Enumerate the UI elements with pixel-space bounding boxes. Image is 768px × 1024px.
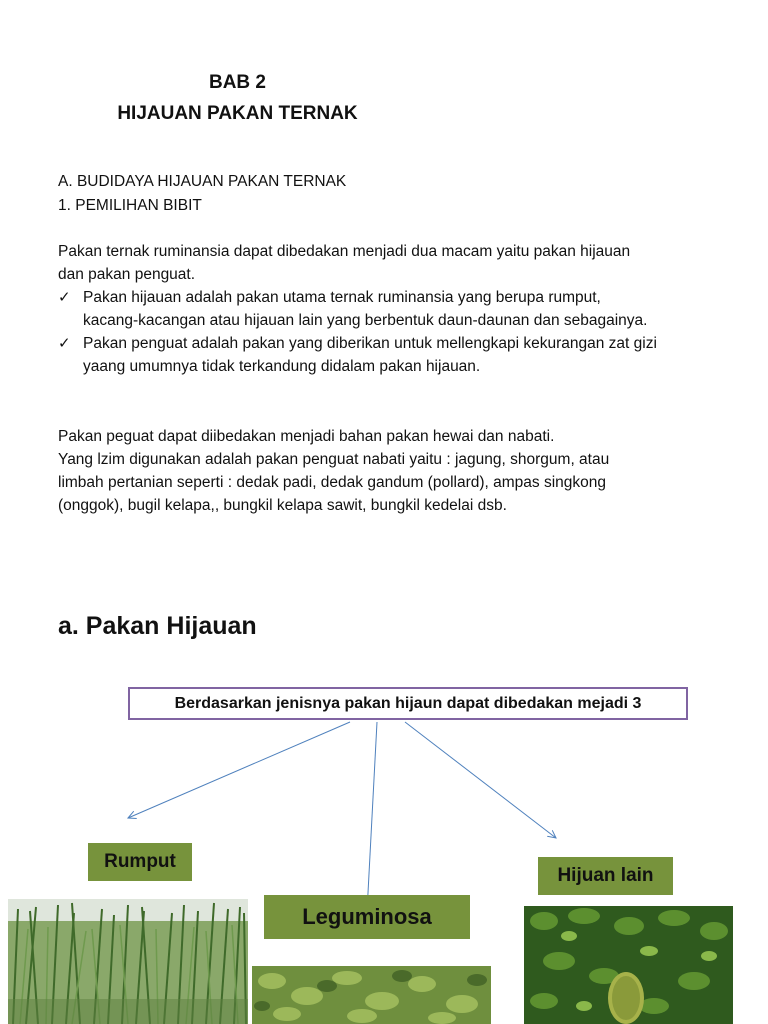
arrow-to-leguminosa xyxy=(367,722,377,912)
arrow-to-hijauan-lain xyxy=(405,722,556,838)
leguminosa-photo xyxy=(252,966,491,1024)
paragraph-line: (onggok), bugil kelapa,, bungkil kelapa sawit, bungkil kedelai dsb. xyxy=(58,497,507,514)
bullet-line: Pakan penguat adalah pakan yang diberikan untuk mellengkapi kekurangan zat gizi xyxy=(83,335,657,352)
check-icon: ✓ xyxy=(58,335,71,352)
bullet-line: kacang-kacangan atau hijauan lain yang berbentuk daun-daunan dan sebagainya. xyxy=(83,312,648,329)
intro-line: dan pakan penguat. xyxy=(58,266,196,283)
section-title-pakan-hijauan: a. Pakan Hijauan xyxy=(58,612,257,640)
paragraph-line: limbah pertanian seperti : dedak padi, dedak gandum (pollard), ampas singkong xyxy=(58,474,607,491)
section-heading-a: A. BUDIDAYA HIJAUAN PAKAN TERNAK xyxy=(58,173,347,190)
label-rumput: Rumput xyxy=(88,843,192,881)
rumput-photo xyxy=(8,899,248,1024)
paragraph-line: Yang lzim digunakan adalah pakan penguat nabati yaitu : jagung, shorgum, atau xyxy=(58,451,610,468)
chapter-number: BAB 2 xyxy=(208,72,266,93)
paragraph-line: Pakan peguat dapat diibedakan menjadi bahan pakan hewai dan nabati. xyxy=(58,428,555,445)
chapter-title: HIJAUAN PAKAN TERNAK xyxy=(117,103,358,124)
intro-line: Pakan ternak ruminansia dapat dibedakan menjadi dua macam yaitu pakan hijauan xyxy=(58,243,631,260)
classification-box: Berdasarkan jenisnya pakan hijaun dapat dibedakan mejadi 3 xyxy=(128,687,688,720)
arrow-to-rumput xyxy=(128,722,350,818)
subsection-heading-1: 1. PEMILIHAN BIBIT xyxy=(58,197,202,214)
check-icon: ✓ xyxy=(58,289,71,306)
bullet-line: yaang umumnya tidak terkandung didalam pakan hijauan. xyxy=(83,358,481,375)
bullet-line: Pakan hijauan adalah pakan utama ternak ruminansia yang berupa rumput, xyxy=(83,289,601,306)
label-leguminosa: Leguminosa xyxy=(264,895,470,939)
label-hijauan-lain: Hijuan lain xyxy=(538,857,673,895)
hijauan-lain-photo xyxy=(524,906,733,1024)
